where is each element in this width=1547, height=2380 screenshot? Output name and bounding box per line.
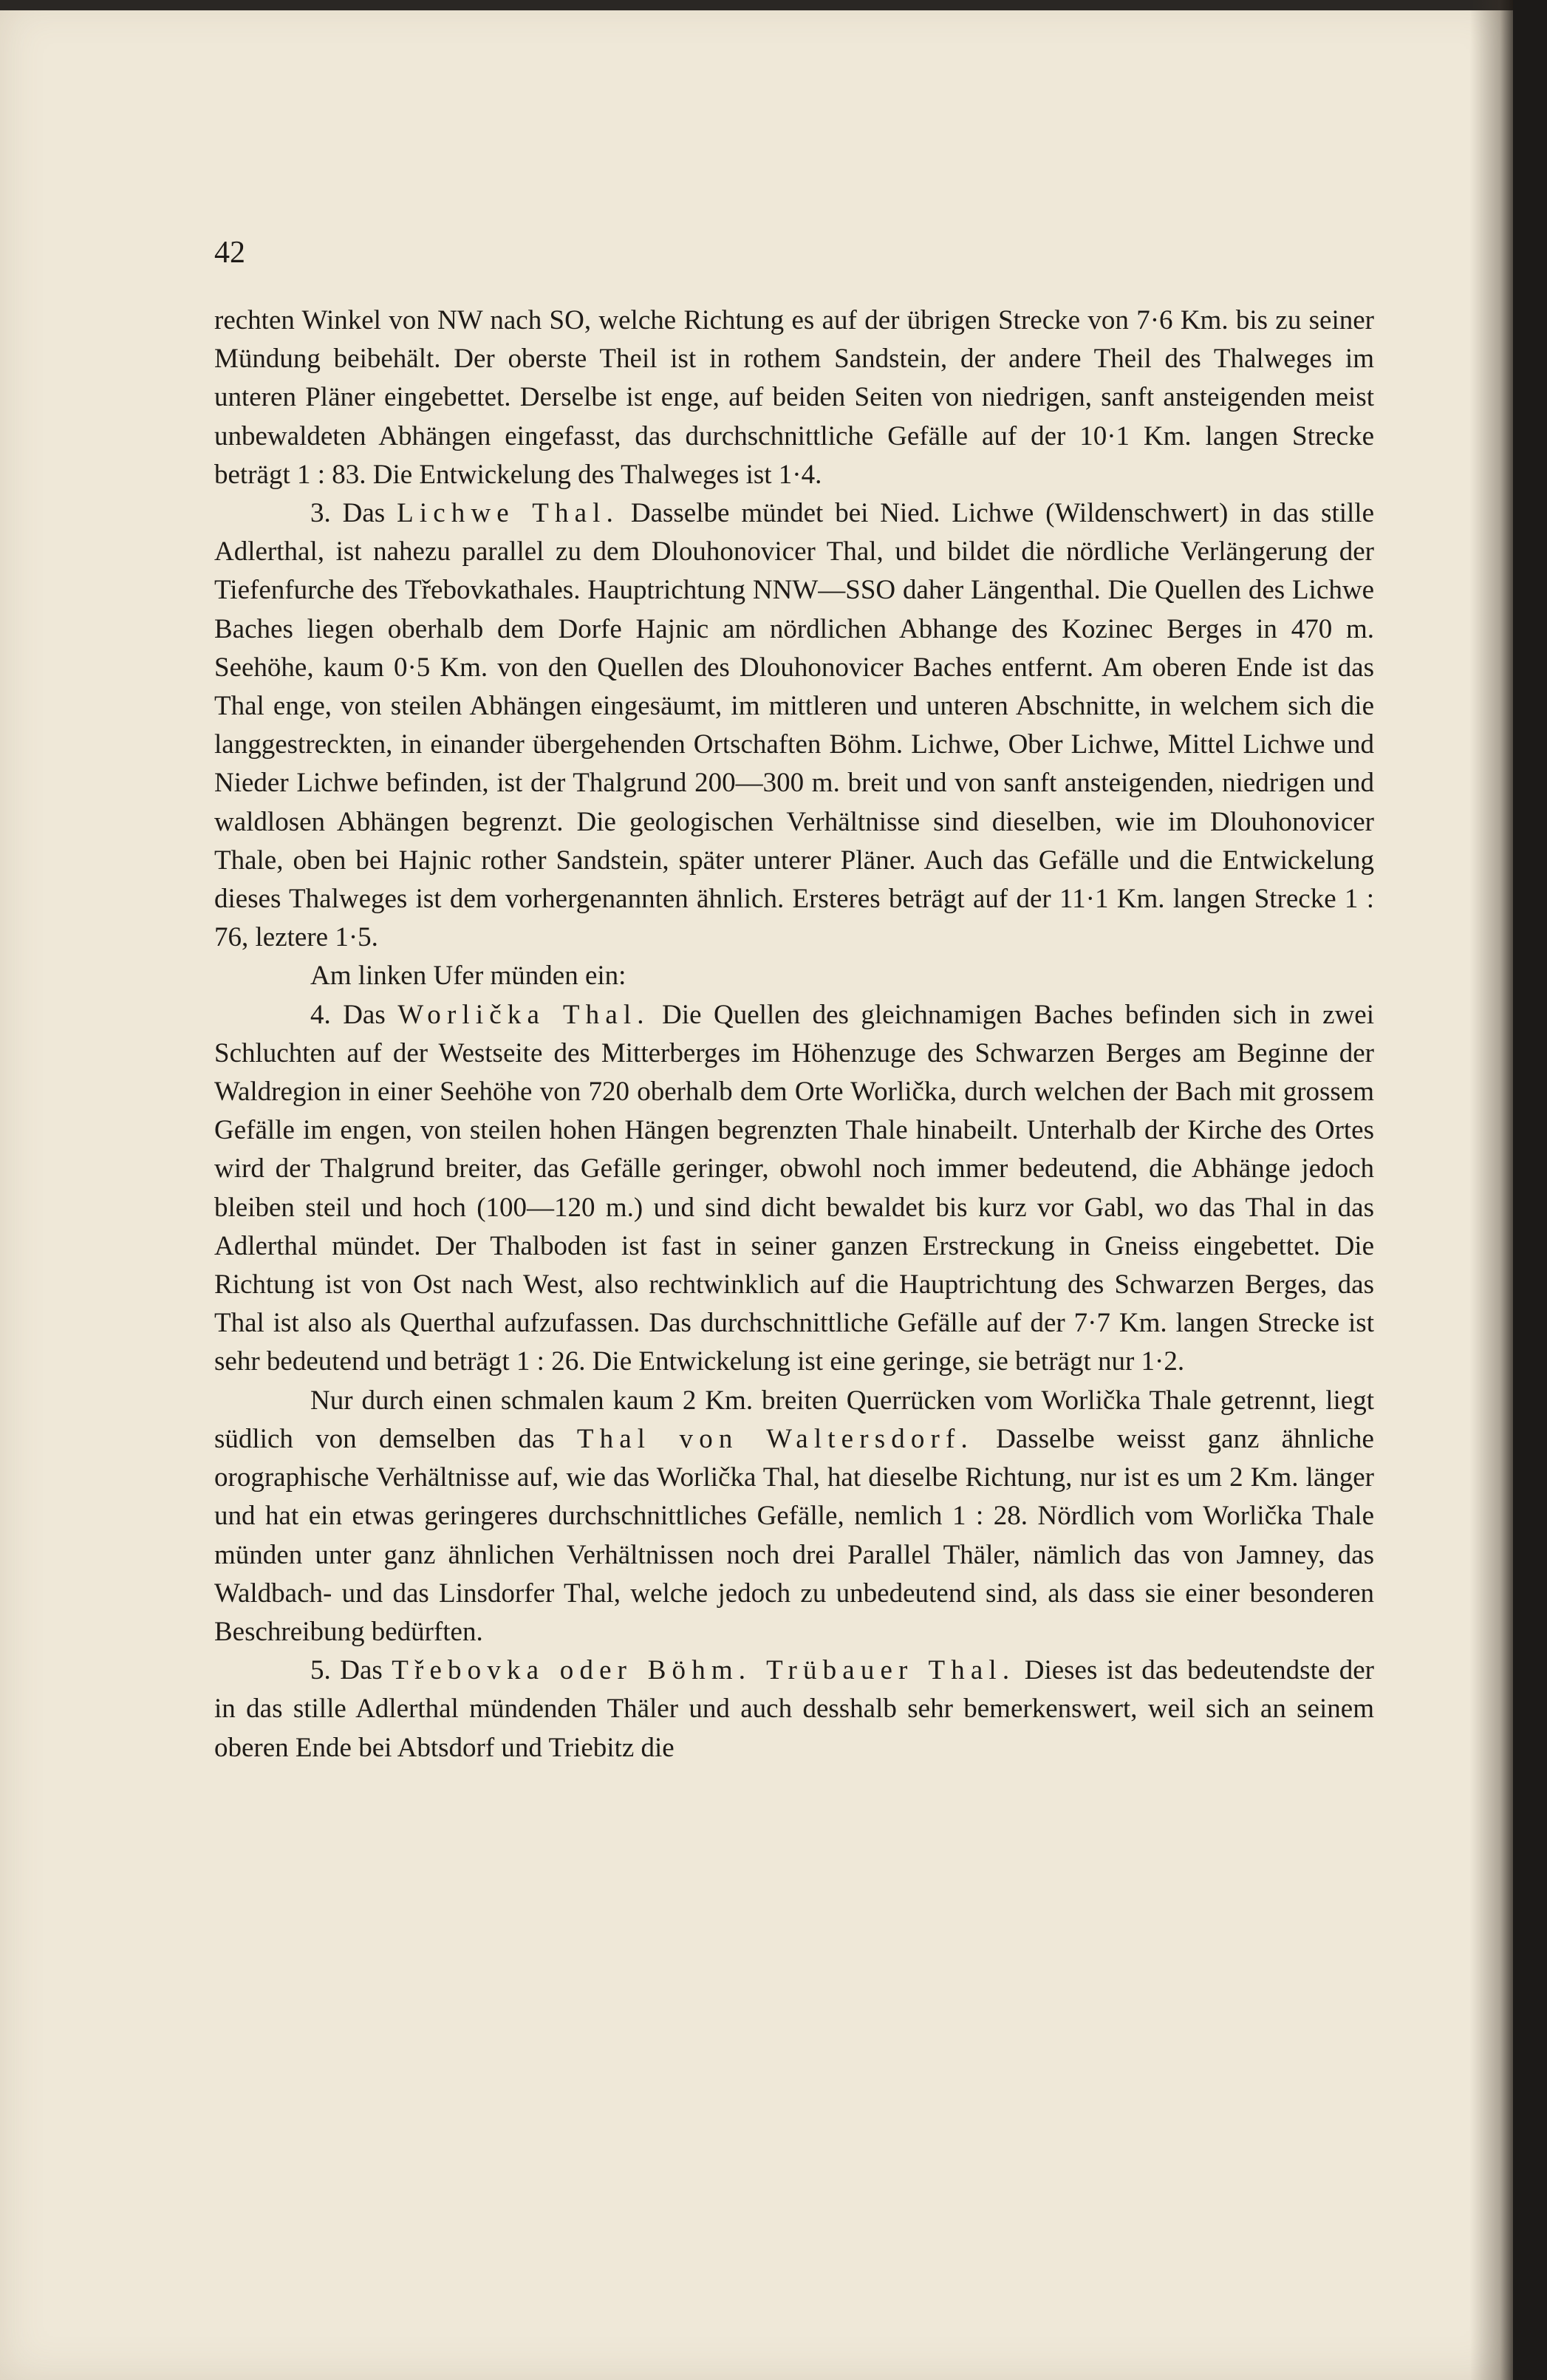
scan-top-edge — [0, 0, 1513, 10]
paragraph-trebovka-thal — [214, 1651, 1374, 1767]
page-number: 42 — [214, 236, 245, 270]
paragraph-text: Dasselbe mündet bei Nied. Lichwe (Wildenschwert) in das stille Adlerthal, ist nahezu parallel zu dem Dlouhonovicer Thal, und bildet die nördliche Verlängerung der Tiefenfurche des Třebovkathales. Hauptrichtung NNW—SSO daher Längenthal. Die Quellen des Lichwe Baches liegen oberhalb dem Dorfe Hajnic am nördlichen Abhange des Kozinec Berges in 470 m. Seehöhe, kaum 0·5 Km. von den Quellen des Dlouhonovicer Baches entfernt. Am oberen Ende ist das Thal enge, von steilen Abhängen eingesäumt, im mittleren und unteren Abschnitte, in welchem sich die langgestreckten, in einander übergehenden Ortschaften Böhm. Lichwe, Ober Lichwe, Mittel Lichwe und Nieder Lichwe befinden, ist der Thalgrund 200—300 m. breit und von sanft ansteigenden, niedrigen und waldlosen Abhängen begrenzt. Die geologischen Verhältnisse sind dieselben, wie im Dlouhonovicer Thale, oben bei Hajnic rother Sandstein, später unterer Pläner. Auch das Gefälle und die Entwickelung dieses Thalweges ist dem vorhergenannten ähnlich. Ersteres beträgt auf der 11·1 Km. langen Strecke 1 : 76, leztere 1·5. — [214, 498, 1375, 953]
paragraph-text: Dasselbe weisst ganz ähnliche orographische Verhältnisse auf, wie das Worlička Thal, hat dieselbe Richtung, nur ist es um 2 Km. länger und hat ein etwas geringeres durchschnittliches Gefälle, nemlich 1 : 28. Nördlich vom Worlička Thale münden unter ganz ähnlichen Verhältnissen noch drei Parallel Thäler, nämlich das von Jamney, das Waldbach- und das Linsdorfer Thal, welche jedoch zu unbedeutend sind, als dass sie einer besonderen Beschreibung bedürften. — [214, 1423, 1374, 1647]
paragraph-text: Die Quellen des gleichnamigen Baches befinden sich in zwei Schluchten auf der Westseite des Mitterberges im Höhenzuge des Schwarzen Berges am Beginne der Waldregion in einer Seehöhe von 720 oberhalb dem Orte Worlička, durch welchen der Bach mit grossem Gefälle im engen, von steilen hohen Hängen begrenzten Thale hinabeilt. Unterhalb der Kirche des Ortes wird der Thalgrund breiter, das Gefälle geringer, obwohl noch immer bedeutend, die Abhänge jedoch bleiben steil und hoch (100—120 m.) und sind dicht bewaldet bis kurz vor Gabl, wo das Thal in das Adlerthal mündet. Der Thalboden ist fast in seiner ganzen Erstreckung in Gneiss eingebettet. Die Richtung ist von Ost nach West, also rechtwinklich auf die Hauptrichtung des Schwarzen Berges, das Thal ist also als Querthal aufzufassen. Das durchschnittliche Gefälle auf der 7·7 Km. langen Strecke ist sehr bedeutend und beträgt 1 : 26. Die Entwickelung ist eine geringe, sie beträgt nur 1·2. — [214, 999, 1374, 1377]
paragraph-lichwe-thal — [214, 494, 1374, 957]
paragraph-waltersdorf-thal — [214, 1382, 1374, 1651]
paragraph-worlicka-thal — [214, 996, 1374, 1382]
paragraph-text: rechten Winkel von NW nach SO, welche Richtung es auf der übrigen Strecke von 7·6 Km. bis zu seiner Mündung beibehält. Der oberste Theil ist in rothem Sandstein, der andere Theil des Thalweges im unteren Pläner eingebettet. Derselbe ist enge, auf beiden Seiten von niedrigen, sanft ansteigenden meist unbewaldeten Abhängen eingefasst, das durchschnittliche Gefälle auf der 10·1 Km. langen Strecke beträgt 1 : 83. Die Entwickelung des Thalweges ist 1·4. — [214, 305, 1374, 490]
section-heading-worlicka: Worlička Thal. — [397, 999, 650, 1030]
paragraph-text: Am linken Ufer münden ein: — [310, 961, 626, 992]
paragraph-lead: 4. Das — [310, 999, 398, 1030]
spine-shadow — [1470, 0, 1513, 2380]
paragraph-continuation — [214, 301, 1374, 494]
paragraph-lead: 5. Das — [310, 1655, 392, 1686]
paragraph-lead: 3. Das — [310, 498, 397, 529]
paragraph-text: Dieses ist das bedeutendste der in das stille Adlerthal mündenden Thäler und auch desshalb sehr bemerkenswert, weil sich an seinem oberen Ende bei Abtsdorf und Triebitz die — [214, 1655, 1374, 1763]
section-heading-trebovka: Třebovka oder Böhm. Trübauer Thal. — [392, 1655, 1016, 1686]
paragraph-lead: Nur durch einen schmalen kaum 2 Km. breiten Querrücken vom Worlička Thale getrennt, liegt südlich von demselben das — [214, 1385, 1374, 1454]
body-text — [214, 301, 1374, 1767]
section-heading-lichwe: Lichwe Thal. — [397, 498, 619, 529]
paragraph-left-bank — [214, 957, 1374, 995]
section-heading-waltersdorf: Thal von Waltersdorf. — [576, 1423, 974, 1454]
